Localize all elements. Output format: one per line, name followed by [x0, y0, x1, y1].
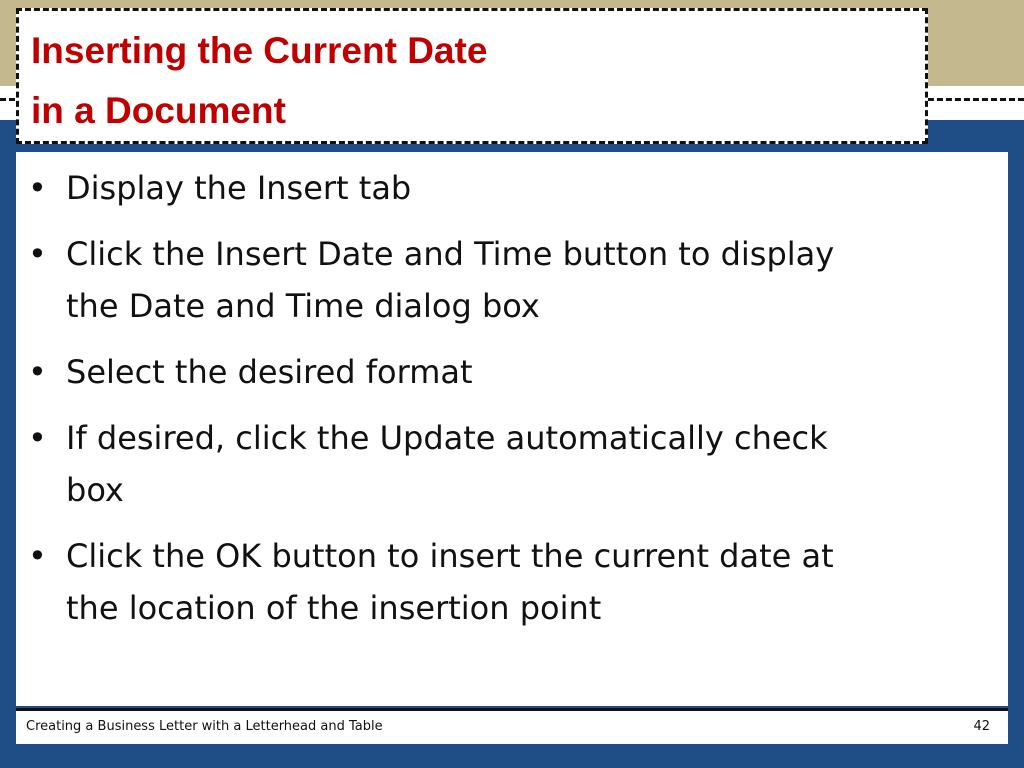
bullet-dot-icon: •	[28, 353, 47, 391]
slide-title-line-2: in a Document	[31, 90, 286, 131]
bullet-text-line: If desired, click the Update automatically check	[66, 419, 828, 457]
bullet-text-line: the Date and Time dialog box	[66, 287, 540, 325]
footer-text: Creating a Business Letter with a Letterhead and Table	[26, 719, 383, 734]
bullet-item	[24, 162, 984, 214]
bullet-item	[24, 530, 984, 634]
slide-title-line-1: Inserting the Current Date	[31, 30, 488, 71]
slide-footer	[16, 708, 1008, 744]
bullet-dot-icon: •	[28, 169, 47, 207]
page-number: 42	[973, 719, 990, 734]
bullet-item	[24, 412, 984, 516]
bullet-item	[24, 228, 984, 332]
bullet-item	[24, 346, 984, 398]
bullet-text-line: box	[66, 471, 124, 509]
bullet-text-line: the location of the insertion point	[66, 589, 602, 627]
bullet-dot-icon: •	[28, 235, 47, 273]
slide-title-box	[16, 8, 928, 144]
bullet-dot-icon: •	[28, 537, 47, 575]
bullet-text-line: Display the Insert tab	[66, 169, 412, 207]
bullet-dot-icon: •	[28, 419, 47, 457]
bullet-text-line: Select the desired format	[66, 353, 473, 391]
bullet-text-line: Click the Insert Date and Time button to display	[66, 235, 835, 273]
bullet-text-line: Click the OK button to insert the current date at	[66, 537, 834, 575]
bullet-list	[24, 162, 984, 648]
